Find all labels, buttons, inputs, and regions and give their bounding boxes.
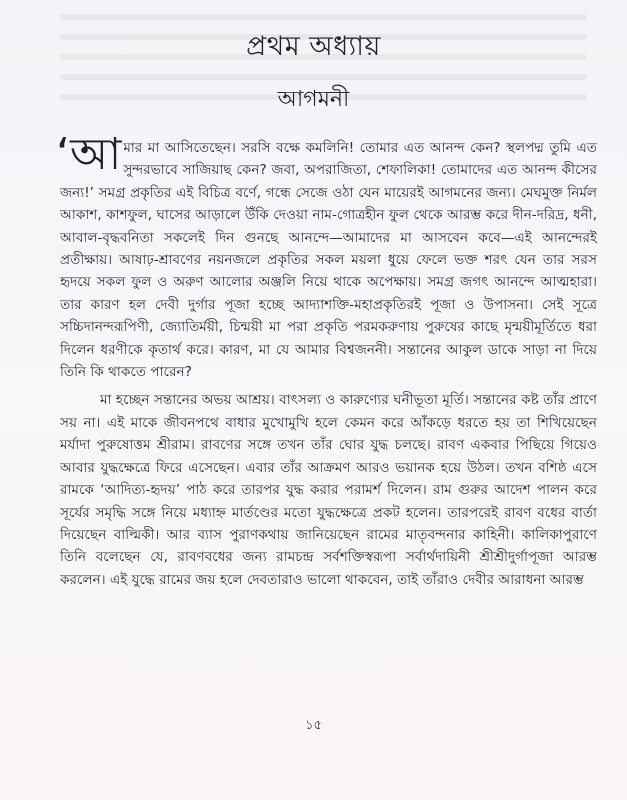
- section-title: আগমনী: [277, 87, 350, 112]
- paragraph-1: [56, 129, 597, 383]
- paragraph-1-text: মার মা আসিতেছেন। সরসি বক্ষে কমলিনি! তোমার এত আনন্দ কেন? স্থলপদ্ম তুমি এত সুন্দরভাবে সাজিয়াছ কেন? জবা, অপরাজিতা, শেফালিকা! তোমাদের এত আনন্দ কীসের জন্য!’ সমগ্র প্রকৃতির এই বিচিত্র বর্ণে, গন্ধে সেজে ওঠা যেন মায়েরই আগমনের জন্য। মেঘমুক্ত নির্মল আকাশ, কাশফুল, ঘাসের আড়ালে উঁকি দেওয়া নাম-গোত্রহীন ফুল থেকে আরম্ভ করে দীন-দরিদ্র, ধনী, আবাল-বৃদ্ধবনিতা সকলেই দিন গুনছে আনন্দে—আমাদের মা আসবেন কবে—এই আনন্দেরই প্রতীক্ষায়। আষাঢ়-শ্রাবণের নয়নজলে প্রকৃতির সকল ময়লা ধুয়ে ফেলে ভক্ত শরৎ যেন তার সরস হৃদয়ে সকল ফুল ও অরুণ আলোর অঞ্জলি নিয়ে থাকে অপেক্ষায়। সমগ্র জগৎ আনন্দে আত্মহারা। তার কারণ হল দেবী দুর্গার পূজা হচ্ছে আদ্যাশক্তি-মহাপ্রকৃতিরই পূজা ও উপাসনা। সেই সূত্রে সচ্চিদানন্দরূপিণী, জ্যোতির্ময়ী, চিন্ময়ী মা পরা প্রকৃতি পরমকরুণায় পুরুষের কাছে মৃন্ময়ীমূর্তিতে ধরা দিলেন ধরণীকে কৃতার্থ করে। কারণ, মা যে আমার বিশ্বজননী। সন্তানের আকুল ডাকে সাড়া না দিয়ে তিনি কি থাকতে পারেন?: [60, 140, 597, 381]
- page-number: ১৫: [305, 718, 322, 733]
- paragraph-2: মা হচ্ছেন সন্তানের অভয় আশ্রয়। বাৎসল্য ও কারুণ্যের ঘনীভূতা মূর্তি। সন্তানের কষ্ট তাঁর প্রাণে সয় না। এই মাকে জীবনপথে বাধার মুখোমুখি হলে কেমন করে আঁকড়ে ধরতে হয় তা শিখিয়েছেন মর্যাদা পুরুষোত্তম শ্রীরাম। রাবণের সঙ্গে তখন তাঁর ঘোর যুদ্ধ চলছে। রাবণ একবার পিছিয়ে গিয়েও আবার যুদ্ধক্ষেত্রে ফিরে এসেছেন। এবার তাঁর আক্রমণ আরও ভয়ানক হয়ে উঠল। তখন বশিষ্ঠ এসে রামকে ‘আদিত্য-হৃদয়’ পাঠ করে তারপর যুদ্ধ করার পরামর্শ দিলেন। রাম গুরুর আদেশ পালন করে সূর্যের সমৃদ্ধি সঙ্গে নিয়ে মধ্যাহ্ন মার্তণ্ডের মতো যুদ্ধক্ষেত্রে প্রকট হলেন। তারপরেই রাবণ বধের বার্তা দিয়েছেন বাল্মিকী। আর ব্যাস পুরাণকথায় জানিয়েছেন রামের মাতৃবন্দনার কাহিনী। কালিকাপুরাণে তিনি বলেছেন যে, রাবণবধের জন্য রামচন্দ্র সর্বশক্তিস্বরূপা সর্বার্থদায়িনী শ্রীশ্রীদুর্গাপূজা আরম্ভ করলেন। এই যুদ্ধে রামের জয় হলে দেবতারাও ভালো থাকবেন, তাই তাঁরাও দেবীর আরাধনা আরম্ভ: [60, 392, 597, 588]
- drop-cap: ‘আ: [56, 129, 122, 180]
- chapter-title: প্রথম অধ্যায়: [246, 31, 381, 62]
- body-text: [56, 129, 597, 591]
